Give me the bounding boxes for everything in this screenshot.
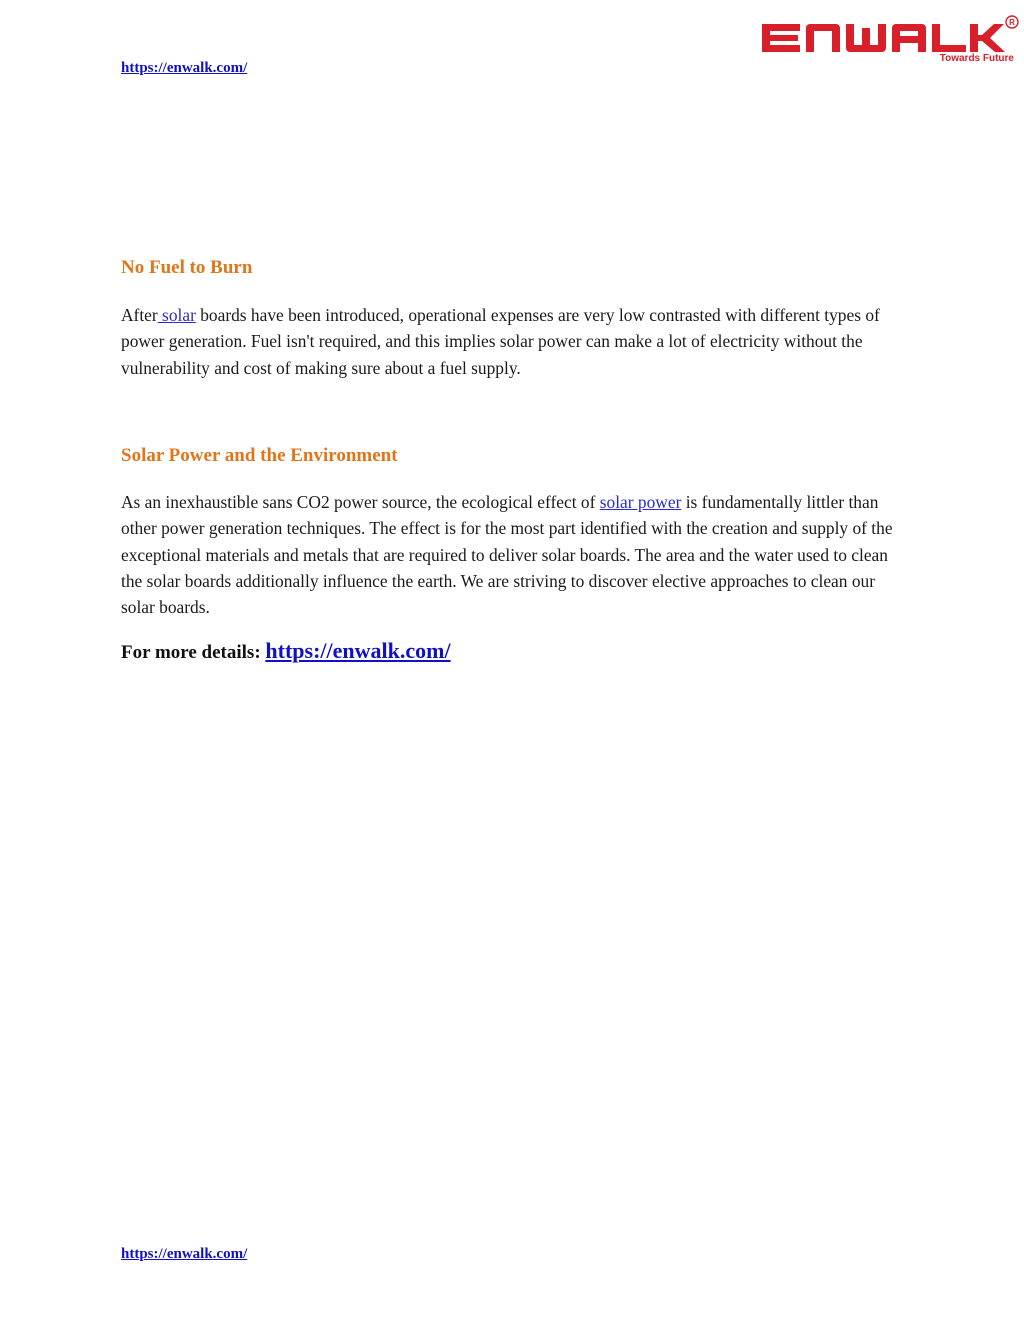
more-details-link[interactable]: https://enwalk.com/ bbox=[265, 638, 451, 663]
more-details-label: For more details: bbox=[121, 642, 266, 663]
paragraph-text: As an inexhaustible sans CO2 power source, the ecological effect of bbox=[121, 492, 600, 512]
section-title-environment: Solar Power and the Environment bbox=[121, 445, 398, 466]
enwalk-logo bbox=[758, 14, 1020, 64]
paragraph-text: After bbox=[121, 305, 158, 325]
header-link[interactable]: https://enwalk.com/ bbox=[121, 60, 248, 76]
more-details bbox=[121, 638, 451, 664]
enwalk-logo-mark bbox=[758, 14, 1020, 64]
paragraph-text: is fundamentally littler than other power generation techniques. The effect is for the most part identified with the creation and supply of the exceptional materials and metals that are required to deliver solar boards. The area and the water used to clean the solar boards additionally influence the earth. We are striving to discover elective approaches to clean our solar boards. bbox=[121, 492, 893, 618]
paragraph-environment bbox=[121, 489, 901, 620]
paragraph-text: boards have been introduced, operational expenses are very low contrasted with different types of power generation. Fuel isn't required, and this implies solar power can make a lot of electricity without the vulnerability and cost of making sure about a fuel supply. bbox=[121, 305, 880, 378]
solar-power-link[interactable]: solar power bbox=[599, 492, 682, 512]
logo-tagline: Towards Future bbox=[939, 53, 1014, 64]
footer-link[interactable]: https://enwalk.com/ bbox=[121, 1246, 248, 1262]
solar-link[interactable]: solar bbox=[157, 305, 196, 325]
section-title-no-fuel: No Fuel to Burn bbox=[121, 257, 253, 278]
registered-mark: R bbox=[1009, 18, 1015, 27]
paragraph-no-fuel bbox=[121, 302, 901, 381]
